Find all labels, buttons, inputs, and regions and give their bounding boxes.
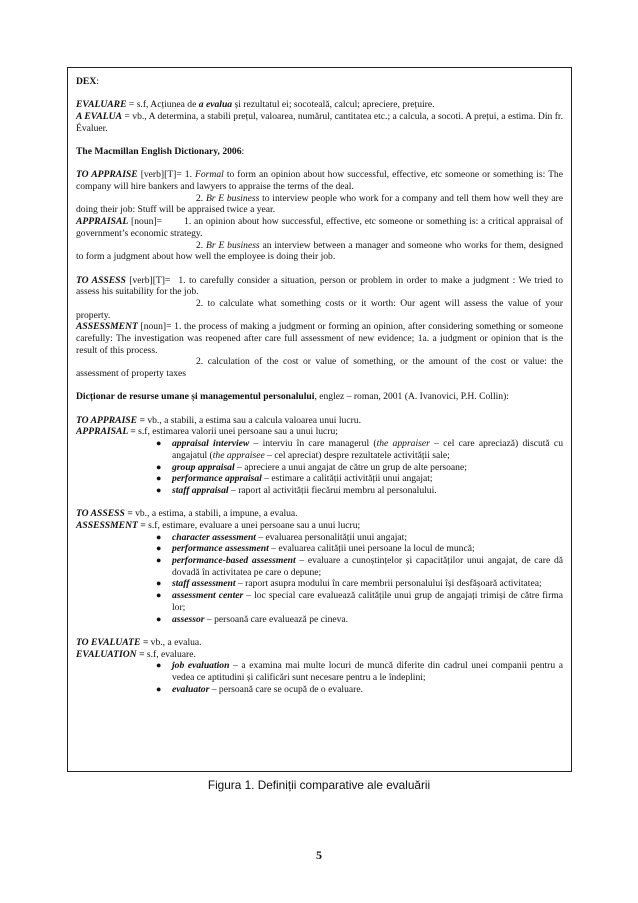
macmillan-appraisal: APPRAISAL [noun]= 1. an opinion about how successful, effective, etc someone or something is: a critical appraisal of government’s economic strategy. — [76, 216, 563, 239]
macmillan-appraisal-2: 2. Br E business an interview between a manager and someone who works for them, designed to form a judgment about how well the employee is doing their job. — [76, 239, 564, 263]
bullet-icon: ● — [156, 531, 162, 542]
macmillan-assess-2: 2. to calculate what something costs or it worth: Our agent will assess the value of your property. — [76, 297, 563, 321]
list-item: ● staff assessment – raport asupra modului în care membrii personalului își desfășoară activitatea; — [156, 578, 542, 590]
macmillan-assessment-2: 2. calculation of the cost or value of something, or the amount of the cost or value: the assessment of property taxes — [76, 356, 563, 380]
bullet-icon: ● — [156, 660, 162, 671]
page-number: 5 — [316, 848, 322, 862]
bullet-icon: ● — [156, 555, 162, 566]
dictionar-assessment: ASSESSMENT = s.f, estimare, evaluare a unei persoane sau a unui lucru; — [76, 519, 361, 531]
list-item: ● performance-based assessment – evaluare a cunoștințelor și capacităților unui angajat, de care dă dovadă în activitatea pe care o depune; — [156, 555, 564, 578]
bullet-icon: ● — [156, 578, 162, 589]
list-item: ● evaluator – persoană care se ocupă de o evaluare. — [156, 683, 363, 695]
dictionar-appraisal: APPRAISAL = s.f, estimarea valorii unei persoane sau a unui lucru; — [76, 426, 338, 438]
dictionar-heading: Dicționar de resurse umane și managementul personalului, englez – roman, 2001 (A. Ivanovici, P.H. Collin): — [76, 391, 509, 403]
dex-heading: DEX: — [76, 76, 99, 87]
macmillan-appraise-2: 2. Br E business to interview people who work for a company and tell them how well they are doing their job: Stuff will be appraised twice a year. — [76, 192, 564, 216]
figure-caption: Figura 1. Definiții comparative ale evaluării — [207, 778, 431, 792]
appraisal-list — [76, 438, 563, 497]
dictionar-appraise: TO APPRAISE = vb., a stabili, a estima sau a calcula valoarea unui lucru. — [76, 414, 361, 426]
macmillan-assessment: ASSESSMENT [noun]= 1. the process of making a judgment or forming an opinion, after considering something or someone carefully: The investigation was reopened after care full assessment of new evidence; 1a. a judgment or opinion that is the result of this process. — [76, 321, 563, 356]
list-item: ● character assessment – evaluarea personalității unui angajat; — [156, 531, 407, 543]
list-item: ● group appraisal – apreciere a unui angajat de către un grup de alte persoane; — [156, 461, 467, 473]
dex-a-evalua: A EVALUA = vb., A determina, a stabili prețul, valoarea, numărul, cantitatea etc.; a calcula, a socoti. A prețui, a estima. Din fr. Évaluer. — [76, 111, 563, 134]
macmillan-appraise: TO APPRAISE [verb][T]= 1. Formal to form an opinion about how successful, effective, etc someone or something is: The company will hire bankers and lawyers to appraise the terms of the deal. — [76, 169, 563, 192]
dictionar-assess: TO ASSESS = vb., a estima, a stabili, a impune, a evalua. — [76, 508, 298, 520]
macmillan-heading: The Macmillan English Dictionary, 2006: — [76, 146, 245, 157]
dictionar-evaluate: TO EVALUATE = vb., a evalua. — [76, 636, 202, 648]
bullet-icon: ● — [156, 543, 162, 554]
list-item: ● job evaluation – a examina mai multe locuri de muncă diferite din cadrul unei companii pentru a vedea ce aptitudini și calificări sunt necesare pentru a le îndeplini; — [156, 660, 564, 683]
assessment-list — [76, 532, 563, 626]
list-item: ● assessor – persoană care evaluează pe cineva. — [156, 613, 349, 625]
bullet-icon: ● — [156, 461, 162, 472]
list-item: ● assessment center – loc special care evaluează calitățile unui grup de angajați trimiși de către firma lor; — [156, 590, 563, 613]
bullet-icon: ● — [156, 613, 162, 624]
definitions-box — [67, 67, 572, 772]
evaluation-list — [76, 660, 563, 695]
bullet-icon: ● — [156, 484, 162, 495]
bullet-icon: ● — [156, 590, 162, 601]
list-item: ● staff appraisal – raport al activității fiecărui membru al personalului. — [156, 484, 437, 496]
dex-evaluare: EVALUARE = s.f, Acțiunea de a evalua și rezultatul ei; socoteală, calcul; apreciere, prețuire. — [76, 99, 435, 111]
bullet-icon: ● — [156, 438, 162, 449]
bullet-icon: ● — [156, 683, 162, 694]
list-item: ● appraisal interview – interviu în care managerul (the appraiser – cel care apreciază) discută cu angajatul (the appraisee – cel apreciat) despre rezultatele activității sale; — [156, 438, 563, 461]
macmillan-assess: TO ASSESS [verb][T]= 1. to carefully consider a situation, person or problem in order to make a judgment : We tried to assess his suitability for the job. — [76, 274, 563, 298]
list-item: ● performance appraisal – estimare a calității activității unui angajat; — [156, 473, 433, 485]
list-item: ● performance assessment – evaluarea calității unei persoane la locul de muncă; — [156, 543, 475, 555]
dictionar-evaluation: EVALUATION = s.f, evaluare. — [76, 648, 196, 660]
bullet-icon: ● — [156, 473, 162, 484]
